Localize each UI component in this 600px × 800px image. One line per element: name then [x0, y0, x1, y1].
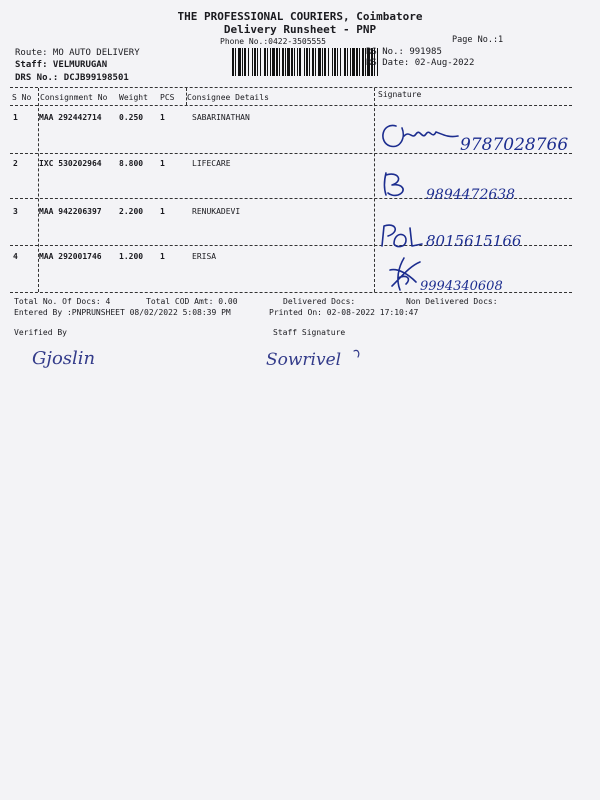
barcode-bar	[287, 48, 290, 76]
row-sno: 3	[13, 207, 18, 216]
barcode-bar	[260, 48, 261, 76]
barcode-bar	[252, 48, 253, 76]
col-header-signature: Signature	[378, 90, 422, 99]
barcode	[232, 48, 378, 76]
handwritten-phone: 9894472638	[426, 187, 516, 203]
barcode-bar	[294, 48, 295, 76]
barcode-bar	[344, 48, 346, 76]
row-weight: 1.200	[119, 252, 144, 261]
barcode-bar	[242, 48, 243, 76]
barcode-bar	[352, 48, 355, 76]
barcode-bar	[350, 48, 351, 76]
barcode-bar	[347, 48, 348, 76]
barcode-bar	[270, 48, 271, 76]
verified-by-label: Verified By	[14, 328, 67, 337]
total-docs: Total No. Of Docs: 4	[14, 297, 111, 306]
barcode-bar	[362, 48, 364, 76]
barcode-bar	[306, 48, 308, 76]
table-top-rule	[10, 87, 572, 88]
printed-on: Printed On: 02-08-2022 17:10:47	[269, 308, 419, 317]
barcode-bar	[267, 48, 268, 76]
barcode-bar	[359, 48, 360, 76]
barcode-bar	[328, 48, 329, 76]
barcode-bar	[238, 48, 241, 76]
barcode-bar	[291, 48, 293, 76]
rs-number: RS No.: 991985	[366, 47, 442, 57]
barcode-bar	[322, 48, 323, 76]
row-consignee: ERISA	[192, 252, 217, 261]
row-pcs: 1	[160, 159, 165, 168]
barcode-bar	[356, 48, 358, 76]
barcode-bar	[340, 48, 341, 76]
row-weight: 2.200	[119, 207, 144, 216]
staff-sign-text: Sowrivel	[266, 350, 342, 370]
barcode-bar	[299, 48, 301, 76]
row-consignee: SABARINATHAN	[192, 113, 250, 122]
col-header-sno: S No	[12, 93, 32, 102]
row-consignment: MAA 942206397	[39, 207, 102, 216]
table-header-rule	[10, 105, 572, 106]
handwritten-signature	[376, 165, 576, 205]
barcode-bar	[232, 48, 234, 76]
row-sno: 1	[13, 113, 18, 122]
barcode-bar	[285, 48, 286, 76]
drs-number	[15, 73, 129, 83]
verified-sign-text: Gjoslin	[32, 348, 96, 369]
company-name: THE PROFESSIONAL COURIERS, Coimbatore	[177, 10, 423, 23]
rs-date: RS Date: 02-Aug-2022	[366, 58, 475, 68]
barcode-bar	[257, 48, 258, 76]
col-header-consignee: Consignee Details	[187, 93, 269, 102]
barcode-bar	[276, 48, 278, 76]
barcode-bar	[235, 48, 236, 76]
barcode-bar	[312, 48, 314, 76]
handwritten-phone: 9994340608	[420, 279, 503, 294]
handwritten-signature	[376, 218, 576, 254]
row-consignment: IXC 530202964	[39, 159, 102, 168]
row-pcs: 1	[160, 252, 165, 261]
staff-signature-label: Staff Signature	[273, 328, 346, 337]
handwritten-phone: 9787028766	[460, 135, 569, 155]
barcode-bar	[318, 48, 321, 76]
barcode-bar	[279, 48, 280, 76]
barcode-bar	[304, 48, 305, 76]
row-consignee: RENUKADEVI	[192, 207, 241, 216]
row-consignment: MAA 292001746	[39, 252, 102, 261]
drs-value: DCJB99198501	[63, 73, 129, 83]
barcode-bar	[334, 48, 336, 76]
column-divider	[374, 88, 375, 292]
entered-by: Entered By :PNPRUNSHEET 08/02/2022 5:08:39 PM	[14, 308, 231, 317]
drs-label: DRS No.:	[15, 73, 59, 83]
barcode-bar	[272, 48, 275, 76]
handwritten-phone: 8015615166	[426, 232, 522, 250]
barcode-bar	[244, 48, 246, 76]
barcode-bar	[297, 48, 298, 76]
verified-signature	[28, 340, 138, 372]
delivered-docs: Delivered Docs:	[283, 297, 356, 306]
col-header-weight: Weight	[119, 93, 148, 102]
col-header-pcs: PCS	[160, 93, 175, 102]
barcode-bar	[254, 48, 256, 76]
row-weight: 0.250	[119, 113, 144, 122]
row-sno: 4	[13, 252, 18, 261]
row-sno: 2	[13, 159, 18, 168]
barcode-bar	[309, 48, 310, 76]
barcode-bar	[248, 48, 249, 76]
row-consignment: MAA 292442714	[39, 113, 102, 122]
total-cod: Total COD Amt: 0.00	[146, 297, 238, 306]
document-title: Delivery Runsheet - PNP	[223, 23, 377, 36]
barcode-bar	[324, 48, 326, 76]
handwritten-signature	[376, 252, 576, 296]
barcode-bar	[264, 48, 266, 76]
staff-name: Staff: VELMURUGAN	[15, 60, 108, 70]
phone-number: Phone No.:0422-3505555	[220, 37, 326, 46]
staff-signature	[262, 345, 382, 375]
barcode-bar	[282, 48, 284, 76]
row-pcs: 1	[160, 113, 165, 122]
handwritten-signature	[376, 112, 576, 160]
row-weight: 8.800	[119, 159, 144, 168]
page-number: Page No.:1	[452, 35, 504, 45]
route: Route: MO AUTO DELIVERY	[15, 48, 140, 58]
row-consignee: LIFECARE	[192, 159, 231, 168]
barcode-bar	[332, 48, 333, 76]
row-pcs: 1	[160, 207, 165, 216]
barcode-bar	[337, 48, 338, 76]
barcode-bar	[315, 48, 316, 76]
non-delivered-docs: Non Delivered Docs:	[406, 297, 498, 306]
col-header-consignment: Consignment No	[40, 93, 108, 102]
